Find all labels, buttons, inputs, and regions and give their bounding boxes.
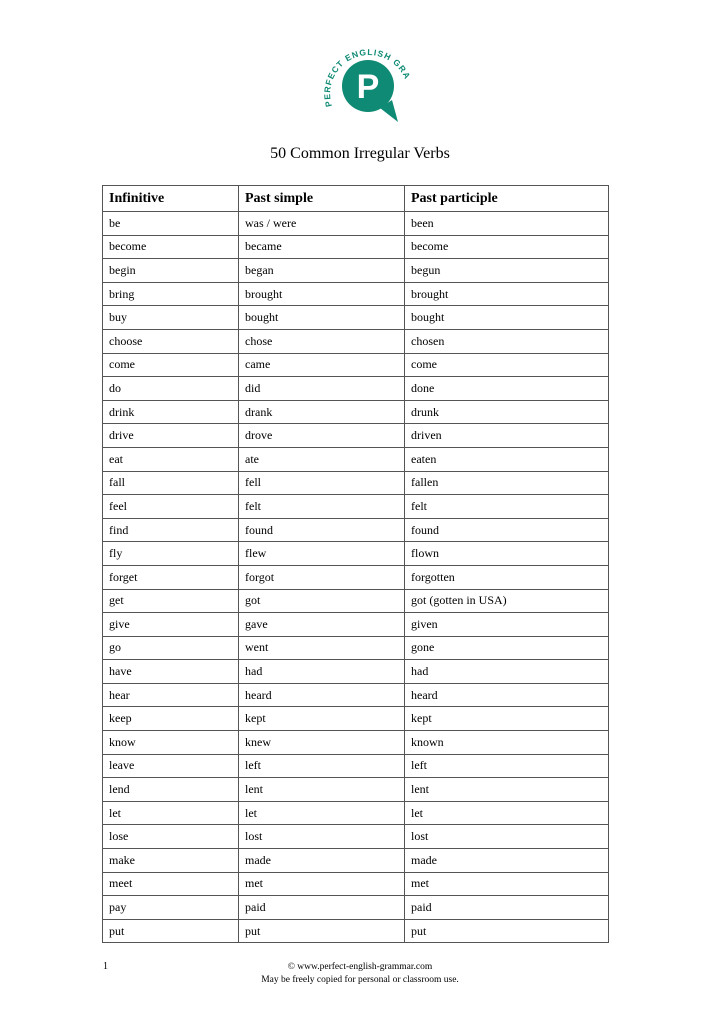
infinitive-cell: lose	[103, 825, 239, 849]
past-participle-cell: done	[405, 377, 609, 401]
infinitive-cell: find	[103, 518, 239, 542]
past-simple-cell: met	[239, 872, 405, 896]
infinitive-cell: meet	[103, 872, 239, 896]
past-participle-cell: been	[405, 212, 609, 236]
past-simple-cell: flew	[239, 542, 405, 566]
table-row	[103, 919, 609, 943]
table-row	[103, 801, 609, 825]
column-header-past-simple: Past simple	[239, 186, 405, 212]
table-row	[103, 754, 609, 778]
svg-text:PERFECT ENGLISH GRAMMAR: PERFECT ENGLISH GRA	[321, 47, 413, 108]
past-simple-cell: left	[239, 754, 405, 778]
past-participle-cell: forgotten	[405, 565, 609, 589]
past-participle-cell: lost	[405, 825, 609, 849]
infinitive-cell: know	[103, 731, 239, 755]
past-simple-cell: brought	[239, 282, 405, 306]
infinitive-cell: lend	[103, 778, 239, 802]
table-row	[103, 400, 609, 424]
past-simple-cell: lost	[239, 825, 405, 849]
past-simple-cell: put	[239, 919, 405, 943]
infinitive-cell: keep	[103, 707, 239, 731]
past-simple-cell: gave	[239, 613, 405, 637]
past-participle-cell: gone	[405, 636, 609, 660]
infinitive-cell: do	[103, 377, 239, 401]
irregular-verbs-table	[102, 185, 609, 943]
past-simple-cell: drank	[239, 400, 405, 424]
infinitive-cell: drive	[103, 424, 239, 448]
table-row	[103, 849, 609, 873]
past-participle-cell: lent	[405, 778, 609, 802]
past-simple-cell: knew	[239, 731, 405, 755]
past-simple-cell: made	[239, 849, 405, 873]
infinitive-cell: fall	[103, 471, 239, 495]
past-simple-cell: kept	[239, 707, 405, 731]
past-simple-cell: heard	[239, 683, 405, 707]
table-row	[103, 542, 609, 566]
past-participle-cell: found	[405, 518, 609, 542]
past-simple-cell: drove	[239, 424, 405, 448]
past-participle-cell: begun	[405, 259, 609, 283]
infinitive-cell: bring	[103, 282, 239, 306]
infinitive-cell: forget	[103, 565, 239, 589]
table-row	[103, 282, 609, 306]
footer-copyright: © www.perfect-english-grammar.com	[287, 962, 433, 972]
infinitive-cell: let	[103, 801, 239, 825]
infinitive-cell: eat	[103, 447, 239, 471]
past-participle-cell: drunk	[405, 400, 609, 424]
table-row	[103, 329, 609, 353]
infinitive-cell: be	[103, 212, 239, 236]
table-row	[103, 731, 609, 755]
past-participle-cell: made	[405, 849, 609, 873]
infinitive-cell: feel	[103, 495, 239, 519]
past-participle-cell: got (gotten in USA)	[405, 589, 609, 613]
past-simple-cell: had	[239, 660, 405, 684]
past-participle-cell: given	[405, 613, 609, 637]
past-participle-cell: come	[405, 353, 609, 377]
table-row	[103, 565, 609, 589]
table-header-row	[103, 186, 609, 212]
svg-text:P: P	[356, 68, 380, 106]
infinitive-cell: become	[103, 235, 239, 259]
table-row	[103, 259, 609, 283]
past-participle-cell: chosen	[405, 329, 609, 353]
past-simple-cell: ate	[239, 447, 405, 471]
past-simple-cell: got	[239, 589, 405, 613]
past-participle-cell: let	[405, 801, 609, 825]
past-simple-cell: became	[239, 235, 405, 259]
past-simple-cell: did	[239, 377, 405, 401]
table-row	[103, 872, 609, 896]
past-participle-cell: put	[405, 919, 609, 943]
past-simple-cell: bought	[239, 306, 405, 330]
past-participle-cell: brought	[405, 282, 609, 306]
table-row	[103, 235, 609, 259]
past-simple-cell: paid	[239, 896, 405, 920]
past-simple-cell: chose	[239, 329, 405, 353]
page-footer	[0, 961, 720, 987]
table-row	[103, 683, 609, 707]
infinitive-cell: come	[103, 353, 239, 377]
table-row	[103, 212, 609, 236]
table-row	[103, 613, 609, 637]
past-simple-cell: began	[239, 259, 405, 283]
past-participle-cell: had	[405, 660, 609, 684]
past-simple-cell: felt	[239, 495, 405, 519]
infinitive-cell: hear	[103, 683, 239, 707]
perfect-english-grammar-logo	[310, 26, 414, 130]
past-participle-cell: met	[405, 872, 609, 896]
table-row	[103, 377, 609, 401]
past-participle-cell: eaten	[405, 447, 609, 471]
past-simple-cell: was / were	[239, 212, 405, 236]
past-participle-cell: heard	[405, 683, 609, 707]
past-participle-cell: kept	[405, 707, 609, 731]
past-participle-cell: bought	[405, 306, 609, 330]
past-simple-cell: came	[239, 353, 405, 377]
infinitive-cell: drink	[103, 400, 239, 424]
past-simple-cell: went	[239, 636, 405, 660]
column-header-past-participle: Past participle	[405, 186, 609, 212]
table-row	[103, 896, 609, 920]
table-row	[103, 825, 609, 849]
infinitive-cell: choose	[103, 329, 239, 353]
past-participle-cell: fallen	[405, 471, 609, 495]
table-row	[103, 778, 609, 802]
table-row	[103, 636, 609, 660]
infinitive-cell: pay	[103, 896, 239, 920]
table-row	[103, 447, 609, 471]
infinitive-cell: give	[103, 613, 239, 637]
infinitive-cell: buy	[103, 306, 239, 330]
footer-note: May be freely copied for personal or classroom use.	[261, 975, 459, 985]
infinitive-cell: have	[103, 660, 239, 684]
past-participle-cell: become	[405, 235, 609, 259]
past-participle-cell: driven	[405, 424, 609, 448]
table-row	[103, 660, 609, 684]
table-row	[103, 707, 609, 731]
infinitive-cell: go	[103, 636, 239, 660]
table-row	[103, 471, 609, 495]
table-row	[103, 424, 609, 448]
past-participle-cell: flown	[405, 542, 609, 566]
logo-icon	[310, 26, 414, 130]
column-header-infinitive: Infinitive	[103, 186, 239, 212]
table-row	[103, 353, 609, 377]
past-participle-cell: known	[405, 731, 609, 755]
table-row	[103, 589, 609, 613]
page-number: 1	[103, 961, 108, 972]
document-title: 50 Common Irregular Verbs	[270, 145, 450, 162]
infinitive-cell: put	[103, 919, 239, 943]
infinitive-cell: get	[103, 589, 239, 613]
table-row	[103, 306, 609, 330]
table-row	[103, 495, 609, 519]
table-row	[103, 518, 609, 542]
past-participle-cell: left	[405, 754, 609, 778]
infinitive-cell: make	[103, 849, 239, 873]
infinitive-cell: begin	[103, 259, 239, 283]
past-simple-cell: found	[239, 518, 405, 542]
past-participle-cell: felt	[405, 495, 609, 519]
past-simple-cell: lent	[239, 778, 405, 802]
infinitive-cell: fly	[103, 542, 239, 566]
past-simple-cell: let	[239, 801, 405, 825]
past-simple-cell: fell	[239, 471, 405, 495]
past-simple-cell: forgot	[239, 565, 405, 589]
past-participle-cell: paid	[405, 896, 609, 920]
infinitive-cell: leave	[103, 754, 239, 778]
